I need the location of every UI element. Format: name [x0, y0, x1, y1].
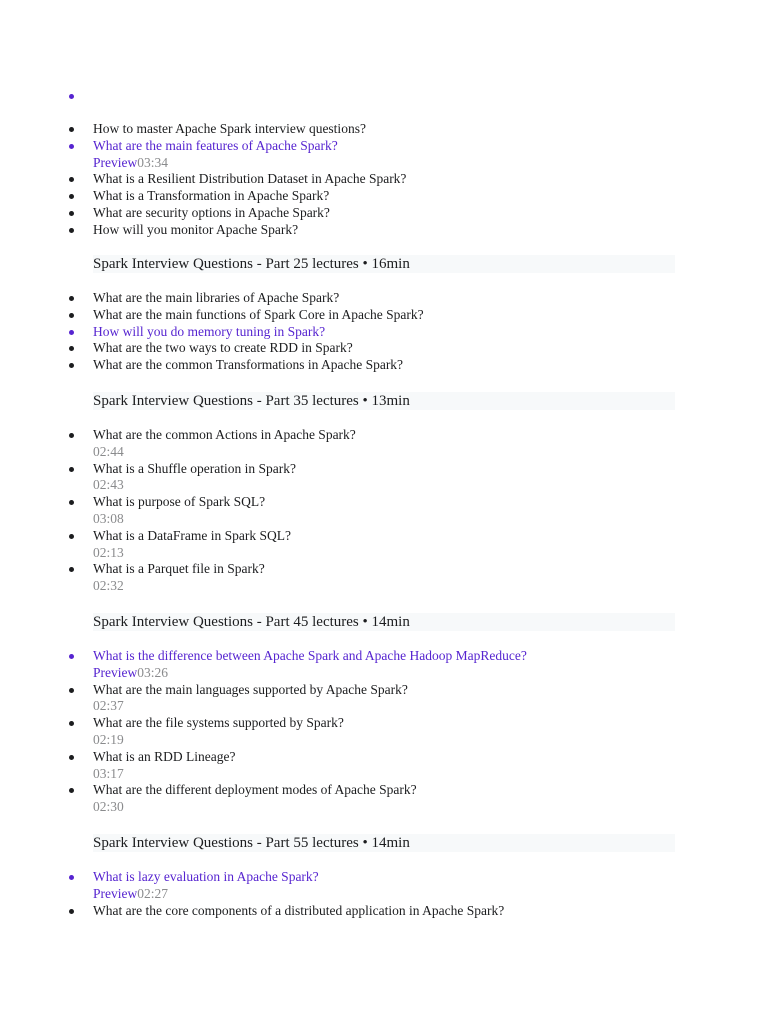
lecture-item [0, 528, 768, 562]
lecture-list [0, 290, 768, 374]
section-header[interactable]: Spark Interview Questions - Part 25 lectures • 16min [93, 255, 675, 273]
lecture-link[interactable]: How will you do memory tuning in Spark? [93, 323, 326, 339]
lecture-meta [93, 799, 768, 816]
lecture-title: What are the main libraries of Apache Spark? [93, 290, 340, 305]
bullet-marker [69, 330, 74, 335]
lecture-meta [93, 545, 768, 562]
lecture-title: What is a Resilient Distribution Dataset in Apache Spark? [93, 171, 407, 187]
lecture-item [0, 427, 768, 461]
lecture-meta [93, 698, 768, 715]
lecture-list-group-1 [0, 121, 768, 239]
lecture-meta [93, 766, 768, 783]
lecture-title: What are the common Actions in Apache Spark? [93, 426, 356, 442]
lecture-title: What are security options in Apache Spark? [93, 204, 330, 220]
bullet-marker [69, 228, 74, 233]
bullet-marker [69, 909, 74, 914]
lecture-duration: 02:19 [93, 731, 124, 747]
curriculum-section [0, 255, 768, 374]
bullet-marker [69, 296, 74, 301]
lecture-title: What are the core components of a distributed application in Apache Spark? [93, 902, 505, 918]
bullet-marker [69, 567, 74, 572]
lecture-title: What are the file systems supported by Spark? [93, 715, 344, 731]
bullet-marker [69, 211, 74, 216]
bullet-marker [69, 177, 74, 182]
lecture-meta [93, 444, 768, 461]
lecture-list [0, 869, 768, 919]
lecture-duration: 03:26 [137, 664, 169, 680]
lecture-duration: 03:17 [93, 765, 124, 781]
lecture-title: What are the main functions of Spark Core in Apache Spark? [93, 306, 424, 322]
lecture-title: What is a DataFrame in Spark SQL? [93, 527, 291, 543]
bullet-marker [69, 94, 74, 99]
lecture-item [0, 290, 768, 307]
lecture-item[interactable] [0, 138, 768, 172]
lecture-title: What is a Shuffle operation in Spark? [93, 460, 296, 476]
lecture-item [0, 782, 768, 816]
lecture-link[interactable]: What is the difference between Apache Spark and Apache Hadoop MapReduce? [93, 647, 527, 663]
lecture-item [0, 307, 768, 324]
lecture-item[interactable] [0, 648, 768, 682]
bullet-marker [69, 363, 74, 368]
bullet-marker [69, 127, 74, 132]
lecture-title: What are the common Transformations in Apache Spark? [93, 357, 404, 373]
lecture-item[interactable] [0, 324, 768, 341]
bullet-marker [69, 467, 74, 472]
lecture-item [0, 749, 768, 783]
lecture-item [0, 340, 768, 357]
section-header[interactable]: Spark Interview Questions - Part 35 lectures • 13min [93, 392, 675, 410]
lecture-item [0, 357, 768, 374]
curriculum-section [0, 392, 768, 595]
bullet-marker [69, 313, 74, 318]
lecture-meta [93, 578, 768, 595]
lecture-item [0, 461, 768, 495]
lecture-duration: 03:34 [137, 154, 169, 170]
lecture-meta [93, 155, 768, 172]
lecture-link[interactable]: What is lazy evaluation in Apache Spark? [93, 868, 319, 884]
lecture-title: What is purpose of Spark SQL? [93, 494, 266, 510]
lecture-item [0, 903, 768, 920]
lecture-item [0, 121, 768, 138]
lecture-meta [93, 732, 768, 749]
lecture-item [0, 171, 768, 188]
lecture-meta [93, 665, 768, 682]
lecture-duration: 02:32 [93, 578, 124, 594]
lecture-meta [93, 511, 768, 528]
lecture-duration: 02:37 [93, 698, 124, 714]
lecture-item[interactable] [0, 869, 768, 903]
lecture-item [0, 715, 768, 749]
lecture-duration: 02:13 [93, 544, 124, 560]
lecture-duration: 02:30 [93, 799, 124, 815]
lecture-title: What are the two ways to create RDD in Spark? [93, 340, 353, 356]
lecture-item [0, 682, 768, 716]
bullet-marker [69, 688, 74, 693]
lecture-title: How will you monitor Apache Spark? [93, 221, 299, 237]
preview-link[interactable]: Preview [93, 664, 138, 680]
preview-link[interactable]: Preview [93, 885, 138, 901]
lecture-duration: 02:43 [93, 477, 124, 493]
bullet-marker [69, 194, 74, 199]
lecture-item [0, 205, 768, 222]
lecture-item [0, 494, 768, 528]
lecture-title: What is a Parquet file in Spark? [93, 561, 265, 577]
lecture-title: What is a Transformation in Apache Spark? [93, 188, 330, 204]
bullet-marker [69, 755, 74, 760]
lecture-link[interactable]: What are the main features of Apache Spark? [93, 137, 338, 153]
lecture-duration: 02:27 [137, 885, 169, 901]
lecture-item [0, 222, 768, 239]
lecture-duration: 02:44 [93, 443, 124, 459]
bullet-marker [69, 654, 74, 659]
lecture-list [0, 648, 768, 816]
bullet-marker [69, 144, 74, 149]
lecture-meta [93, 886, 768, 903]
section-header[interactable]: Spark Interview Questions - Part 45 lectures • 14min [93, 613, 675, 631]
lecture-title: What is an RDD Lineage? [93, 748, 236, 764]
preview-link[interactable]: Preview [93, 154, 138, 170]
bullet-marker [69, 875, 74, 880]
bullet-marker [69, 534, 74, 539]
bullet-marker [69, 721, 74, 726]
lecture-list [0, 427, 768, 595]
bullet-marker [69, 346, 74, 351]
curriculum-section [0, 834, 768, 919]
bullet-marker [69, 788, 74, 793]
lecture-item [0, 561, 768, 595]
lecture-title: What are the main languages supported by Apache Spark? [93, 681, 408, 697]
bullet-marker [69, 433, 74, 438]
section-header[interactable]: Spark Interview Questions - Part 55 lectures • 14min [93, 834, 675, 852]
bullet-marker [69, 500, 74, 505]
lecture-item [0, 188, 768, 205]
lecture-title: How to master Apache Spark interview questions? [93, 121, 366, 136]
lecture-meta [93, 477, 768, 494]
lecture-duration: 03:08 [93, 510, 124, 526]
lecture-title: What are the different deployment modes of Apache Spark? [93, 782, 417, 798]
curriculum-section [0, 613, 768, 816]
